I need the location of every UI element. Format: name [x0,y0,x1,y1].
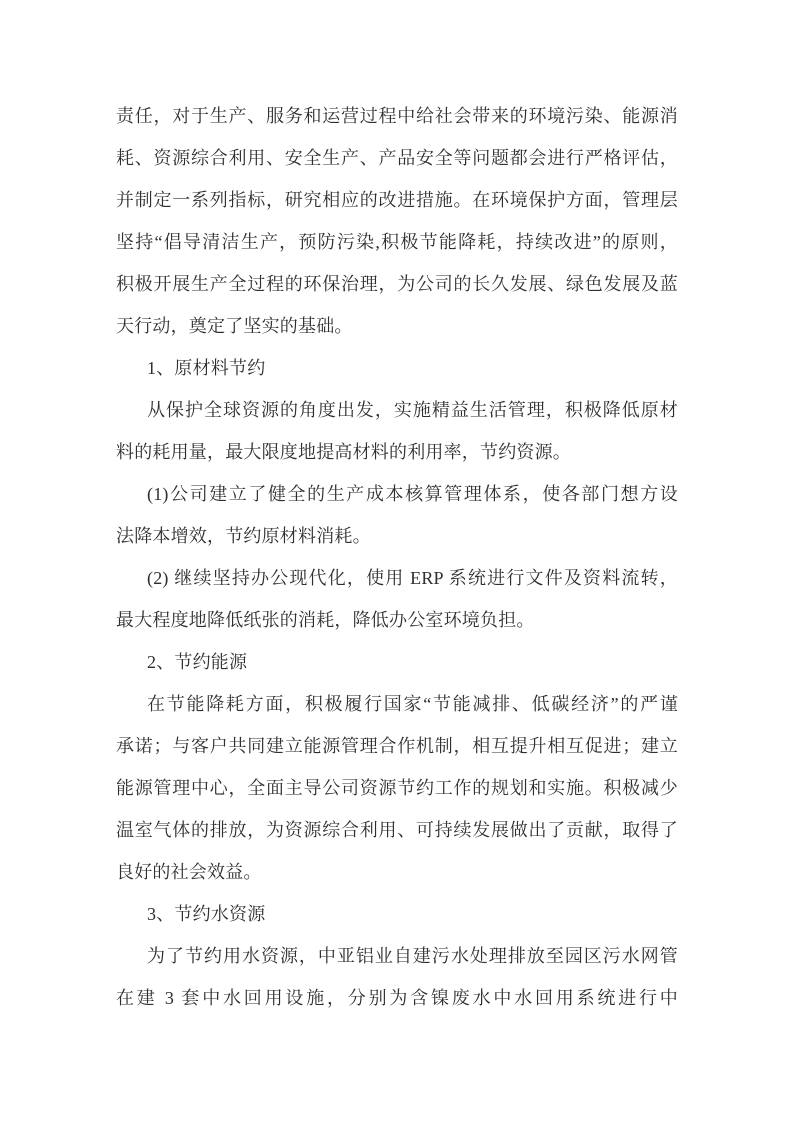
document-text-content [116,95,678,1019]
heading-line: 3、节约水资源 [147,904,266,924]
heading-1-raw-material-saving [116,347,678,389]
paragraph-line: 在节能降耗方面，积极履行国家“节能减排、低碳经济”的严谨 [147,694,678,714]
paragraph-line: 料的耗用量，最大限度地提高材料的利用率，节约资源。 [116,442,571,462]
paragraph-line: 坚持“倡导清洁生产，预防污染,积极节能降耗，持续改进”的原则， [116,232,678,252]
paragraph-line: 耗、资源综合利用、安全生产、产品安全等问题都会进行严格评估， [116,148,678,168]
paragraph-line: 责任，对于生产、服务和运营过程中给社会带来的环境污染、能源消 [116,106,678,126]
paragraph-2-body [116,683,678,893]
heading-line: 1、原材料节约 [147,358,266,378]
heading-2-energy-saving [116,641,678,683]
paragraph-line: 能源管理中心，全面主导公司资源节约工作的规划和实施。积极减少 [116,778,678,798]
paragraph-line: 从保护全球资源的角度出发，实施精益生活管理，积极降低原材 [147,400,678,420]
paragraph-line: 温室气体的排放，为资源综合利用、可持续发展做出了贡献，取得了 [116,820,678,840]
paragraph-line: 法降本增效，节约原材料消耗。 [116,526,371,546]
paragraph-line: 承诺；与客户共同建立能源管理合作机制，相互提升相互促进；建立 [116,736,678,756]
paragraph-3-body [116,935,678,1019]
paragraph-1-item-1 [116,473,678,557]
paragraph-line: 良好的社会效益。 [116,862,262,882]
paragraph-1-item-2 [116,557,678,641]
paragraph-1-intro [116,389,678,473]
paragraph-line: (1)公司建立了健全的生产成本核算管理体系，使各部门想方设 [147,484,678,504]
heading-3-water-saving [116,893,678,935]
heading-line: 2、节约能源 [147,652,248,672]
paragraph-line: 最大程度地降低纸张的消耗，降低办公室环境负担。 [116,610,535,630]
paragraph-line: 为了节约用水资源，中亚铝业自建污水处理排放至园区污水网管 [147,946,678,966]
paragraph-line: 并制定一系列指标，研究相应的改进措施。在环境保护方面，管理层 [116,190,678,210]
paragraph-line: 积极开展生产全过程的环保治理，为公司的长久发展、绿色发展及蓝 [116,274,678,294]
paragraph-env-responsibility-continued [116,95,678,347]
paragraph-line: (2) 继续坚持办公现代化，使用 ERP 系统进行文件及资料流转， [147,568,678,588]
paragraph-line: 在建 3 套中水回用设施，分别为含镍废水中水回用系统进行中 [116,988,678,1008]
paragraph-line: 天行动，奠定了坚实的基础。 [116,316,353,336]
